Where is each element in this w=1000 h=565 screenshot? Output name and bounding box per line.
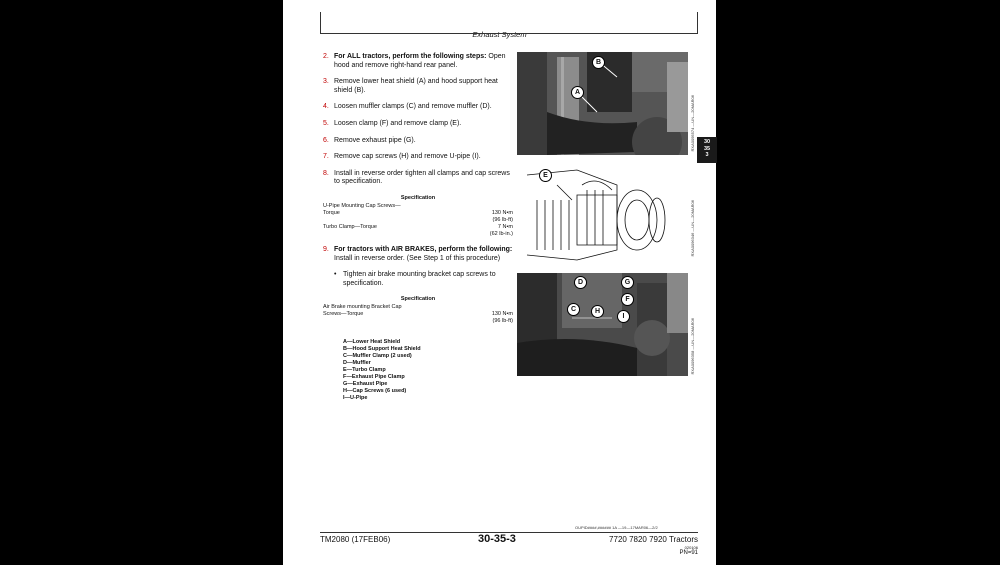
spec-label: Screws—Torque — [323, 311, 364, 318]
step-8 — [323, 170, 513, 187]
tab-line: 30 — [703, 139, 711, 145]
step-text: Open hood and remove right-hand rear panel. — [334, 53, 506, 69]
step-9 — [323, 246, 513, 263]
legend-item: H—Cap Screws (6 used) — [343, 388, 407, 395]
step-number: 5. — [323, 119, 329, 127]
legend-item: C—Muffler Clamp (2 used) — [343, 353, 412, 360]
step-7 — [323, 153, 513, 162]
spec-value: 130 N•m — [491, 311, 513, 318]
step-number: 4. — [323, 103, 329, 111]
callout-c: C — [567, 303, 580, 316]
step-text: Install in reverse order tighten all clamps and cap screws to specification. — [334, 169, 510, 186]
figure-2-drawing — [517, 165, 688, 265]
figure-1-photo — [517, 52, 688, 155]
specification-table-1 — [323, 195, 513, 238]
legend-item: B—Hood Support Heat Shield — [343, 346, 421, 353]
figure-1-caption: RXA0095574 —UN—20MAR06 — [690, 95, 695, 152]
spec-label: Turbo Clamp—Torque — [323, 223, 377, 230]
callout-g: G — [621, 276, 634, 289]
bullet-dot: • — [334, 271, 337, 279]
footer-page-number: 30-35-3 — [478, 533, 516, 545]
spec-title: Specification — [400, 194, 436, 201]
footer-reference-code: OUPID####,###### 1A —19—17MAR06—2/2 — [575, 525, 658, 530]
step-3 — [323, 78, 513, 95]
callout-f: F — [621, 293, 634, 306]
callout-a: A — [571, 86, 584, 99]
spec-label: U-Pipe Mounting Cap Screws— — [323, 202, 401, 209]
step-text: Remove exhaust pipe (G). — [334, 136, 416, 144]
manual-page — [283, 0, 716, 565]
spec-label: Torque — [323, 209, 340, 216]
spec-value: 130 N•m — [491, 209, 513, 216]
spec-row — [323, 224, 513, 231]
spec-value-alt: (62 lb-in.) — [489, 230, 513, 237]
procedure-text — [323, 53, 513, 402]
legend-item: E—Turbo Clamp — [343, 367, 386, 374]
step-number: 3. — [323, 78, 329, 86]
figure-3-photo — [517, 273, 688, 376]
legend-item: I—U-Pipe — [343, 395, 368, 402]
step-heading: For ALL tractors, perform the following steps: — [334, 53, 487, 60]
callout-d: D — [574, 276, 587, 289]
step-number: 7. — [323, 153, 329, 161]
footer-model: 7720 7820 7920 Tractors — [609, 535, 698, 544]
step-text: Install in reverse order. (See Step 1 of this procedure) — [334, 254, 501, 262]
spec-value-alt: (96 lb-ft) — [492, 318, 513, 325]
legend-item: F—Exhaust Pipe Clamp — [343, 374, 405, 381]
step-text: Remove cap screws (H) and remove U-pipe (I). — [334, 153, 481, 161]
callout-e: E — [539, 169, 552, 182]
step-number: 2. — [323, 53, 329, 60]
tab-line: 35 — [703, 145, 711, 152]
callout-i: I — [617, 310, 630, 323]
callout-b: B — [592, 56, 605, 69]
bullet-item — [323, 271, 513, 288]
specification-table-2 — [323, 296, 513, 325]
spec-row — [323, 311, 513, 318]
step-2 — [323, 53, 513, 70]
spec-label: Air Brake mounting Bracket Cap — [323, 304, 402, 311]
figure-2-caption: RXA0096346 —UN—20MAR06 — [690, 200, 695, 257]
step-6 — [323, 137, 513, 146]
footer-pn: PN=91 — [679, 550, 698, 556]
step-text: Loosen clamp (F) and remove clamp (E). — [334, 119, 462, 127]
callout-h: H — [591, 305, 604, 318]
section-title: Exhaust System — [472, 30, 527, 39]
legend-item: A—Lower Heat Shield — [343, 339, 401, 346]
header-rule — [320, 33, 698, 34]
step-5 — [323, 120, 513, 129]
legend-item: G—Exhaust Pipe — [343, 381, 388, 388]
step-text: Loosen muffler clamps (C) and remove muffler (D). — [334, 103, 492, 111]
spec-value: 7 N•m — [497, 223, 513, 230]
section-thumb-tab — [697, 137, 717, 163]
step-4 — [323, 103, 513, 112]
figure-3-caption: RXA0096358 —UN—20MAR06 — [690, 318, 695, 375]
spec-row — [323, 210, 513, 217]
footer-manual-id: TM2080 (17FEB06) — [320, 535, 391, 544]
step-number: 9. — [323, 245, 329, 253]
step-number: 6. — [323, 136, 329, 144]
step-number: 8. — [323, 169, 329, 177]
footer-date-code: 020106 — [684, 545, 698, 550]
tab-line: 3 — [705, 152, 709, 158]
step-text: Remove lower heat shield (A) and hood support heat shield (B). — [334, 78, 498, 94]
callout-legend — [343, 339, 513, 402]
spec-value-alt: (96 lb-ft) — [492, 216, 513, 223]
bullet-text: Tighten air brake mounting bracket cap screws to specification. — [343, 271, 496, 287]
step-heading: For tractors with AIR BRAKES, perform the following: — [334, 245, 513, 253]
spec-title: Specification — [400, 296, 436, 303]
legend-item: D—Muffler — [343, 360, 371, 367]
